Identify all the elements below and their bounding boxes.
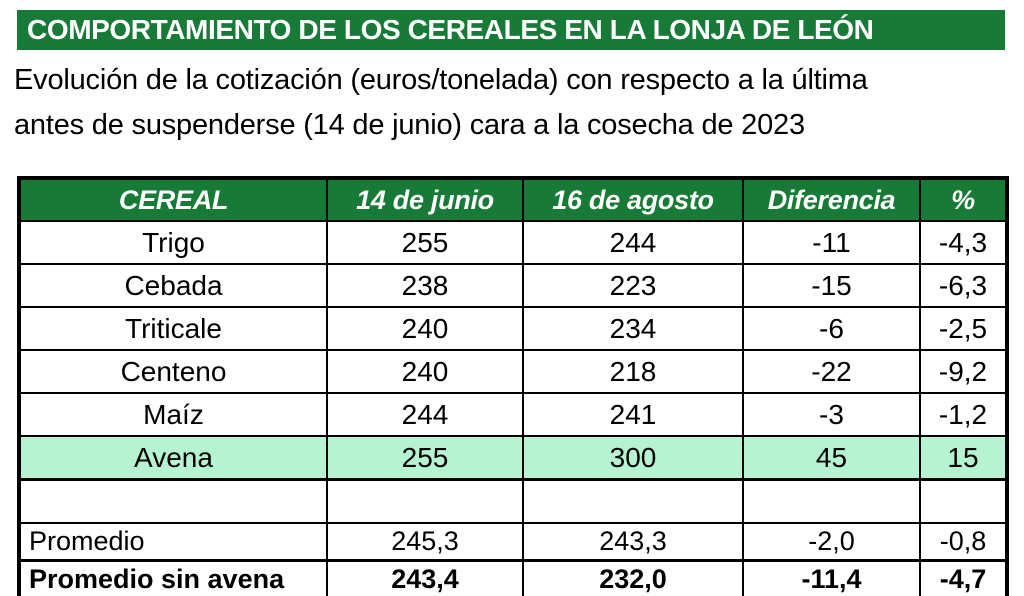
value-cell: -15: [743, 264, 920, 307]
value-cell: -9,2: [920, 350, 1007, 393]
table-row-promedio-sin-avena: [19, 561, 1007, 596]
summary-label-cell: Promedio sin avena: [19, 561, 327, 596]
value-cell: 241: [523, 393, 743, 436]
value-cell: -0,8: [920, 523, 1007, 561]
table-row-maiz: [19, 393, 1007, 436]
value-cell: 243,4: [327, 561, 523, 596]
empty-cell: [743, 480, 920, 524]
cereal-price-table: [17, 176, 1009, 596]
value-cell: -11,4: [743, 561, 920, 596]
empty-cell: [19, 480, 327, 524]
page-title: COMPORTAMIENTO DE LOS CEREALES EN LA LONJA DE LEÓN: [27, 14, 874, 45]
value-cell: -4,7: [920, 561, 1007, 596]
value-cell: 45: [743, 436, 920, 480]
table-row-cebada: [19, 264, 1007, 307]
table-header-row: [19, 178, 1007, 221]
table-row-trigo: [19, 221, 1007, 264]
value-cell: 300: [523, 436, 743, 480]
cereal-name-cell: Cebada: [19, 264, 327, 307]
table-row-triticale: [19, 307, 1007, 350]
title-bar: [17, 10, 1005, 50]
value-cell: -2,5: [920, 307, 1007, 350]
table-row-spacer: [19, 480, 1007, 524]
value-cell: 218: [523, 350, 743, 393]
empty-cell: [523, 480, 743, 524]
value-cell: 255: [327, 221, 523, 264]
subtitle-line-2: antes de suspenderse (14 de junio) cara a la cosecha de 2023: [14, 109, 805, 141]
table-row-avena-highlighted: [19, 436, 1007, 480]
column-header-jun14: 14 de junio: [327, 178, 523, 221]
cereal-name-cell: Triticale: [19, 307, 327, 350]
cereal-name-cell: Centeno: [19, 350, 327, 393]
column-header-cereal: CEREAL: [19, 178, 327, 221]
value-cell: -2,0: [743, 523, 920, 561]
empty-cell: [327, 480, 523, 524]
value-cell: -3: [743, 393, 920, 436]
value-cell: 15: [920, 436, 1007, 480]
value-cell: 244: [327, 393, 523, 436]
summary-label-cell: Promedio: [19, 523, 327, 561]
value-cell: 255: [327, 436, 523, 480]
value-cell: -11: [743, 221, 920, 264]
value-cell: 223: [523, 264, 743, 307]
cereal-name-cell: Maíz: [19, 393, 327, 436]
value-cell: 238: [327, 264, 523, 307]
value-cell: 234: [523, 307, 743, 350]
column-header-ago16: 16 de agosto: [523, 178, 743, 221]
column-header-percent: %: [920, 178, 1007, 221]
subtitle-line-1: Evolución de la cotización (euros/tonelada) con respecto a la última: [14, 64, 868, 96]
table-row-promedio: [19, 523, 1007, 561]
value-cell: 245,3: [327, 523, 523, 561]
value-cell: 244: [523, 221, 743, 264]
value-cell: -1,2: [920, 393, 1007, 436]
value-cell: 232,0: [523, 561, 743, 596]
value-cell: -6: [743, 307, 920, 350]
value-cell: 243,3: [523, 523, 743, 561]
column-header-diferencia: Diferencia: [743, 178, 920, 221]
value-cell: 240: [327, 307, 523, 350]
value-cell: -4,3: [920, 221, 1007, 264]
subtitle: [14, 58, 868, 148]
value-cell: -22: [743, 350, 920, 393]
cereal-name-cell: Avena: [19, 436, 327, 480]
table-row-centeno: [19, 350, 1007, 393]
value-cell: 240: [327, 350, 523, 393]
empty-cell: [920, 480, 1007, 524]
cereal-name-cell: Trigo: [19, 221, 327, 264]
value-cell: -6,3: [920, 264, 1007, 307]
